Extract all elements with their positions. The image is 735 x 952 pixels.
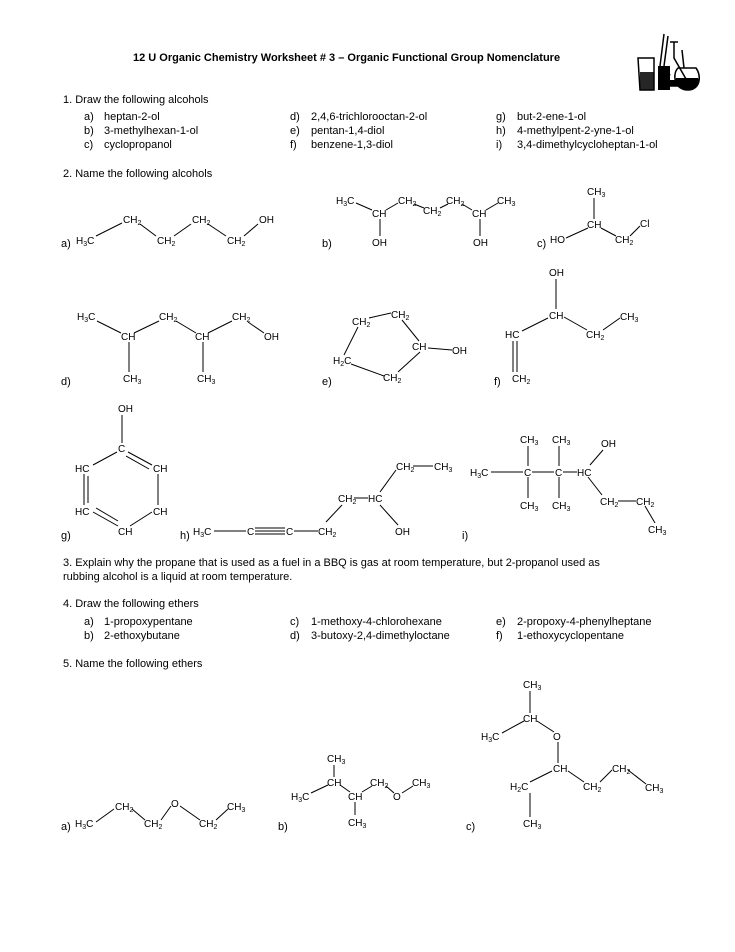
- svg-text:OH: OH: [452, 346, 467, 357]
- svg-text:CH2: $CH_2$: [636, 497, 655, 509]
- svg-text:CH2: $CH_2$: [586, 330, 605, 342]
- svg-text:CH2: $CH_2$: [600, 497, 619, 509]
- q1-item-letter: d): [290, 111, 300, 123]
- svg-text:CH3: $CH_3$: [648, 525, 667, 537]
- svg-text:CH3: $CH_3$: [523, 680, 542, 692]
- structure-5a: [75, 799, 245, 831]
- q2-prompt: 2. Name the following alcohols: [63, 168, 213, 180]
- svg-text:H3C: $H_3C$: [76, 236, 95, 248]
- svg-text:CH: CH: [327, 778, 342, 789]
- svg-text:CH2: $CH_2$: [318, 527, 337, 539]
- worksheet-title: 12 U Organic Chemistry Worksheet # 3 – Organic Functional Group Nomenclature: [133, 52, 561, 64]
- q2-label-g: g): [61, 530, 71, 542]
- q4-item-text: 1-propoxypentane: [104, 616, 193, 628]
- svg-text:HC: HC: [368, 494, 383, 505]
- svg-text:CH2: $CH_2$: [583, 782, 602, 794]
- svg-text:C: C: [524, 468, 532, 479]
- q4-item-letter: b): [84, 630, 94, 642]
- svg-text:H3C: $H_3C$: [291, 792, 310, 804]
- q1-item-text: cyclopropanol: [104, 139, 172, 151]
- svg-text:CH2: $CH_2$: [199, 819, 218, 831]
- svg-text:CH: CH: [195, 332, 210, 343]
- svg-text:CH2: $CH_2$: [115, 802, 134, 814]
- svg-text:CH3: $CH_3$: [645, 783, 664, 795]
- svg-text:CH: CH: [587, 220, 602, 231]
- svg-text:CH3: $CH_3$: [523, 819, 542, 831]
- svg-text:HC: HC: [577, 468, 592, 479]
- svg-text:CH3: $CH_3$: [412, 778, 431, 790]
- svg-text:C: C: [247, 527, 255, 538]
- svg-text:CH2: $CH_2$: [446, 196, 465, 208]
- svg-text:H3C: $H_3C$: [77, 312, 96, 324]
- svg-text:H2C: $H_2C$: [510, 782, 529, 794]
- q1-item-text: benzene-1,3-diol: [311, 139, 393, 151]
- svg-text:Cl: Cl: [640, 219, 650, 230]
- svg-text:CH3: $CH_3$: [620, 312, 639, 324]
- svg-text:O: O: [393, 792, 401, 803]
- svg-text:CH2: $CH_2$: [383, 373, 402, 385]
- q2-label-h: h): [180, 530, 190, 542]
- svg-text:CH2: $CH_2$: [227, 236, 246, 248]
- q1-item-text: but-2-ene-1-ol: [517, 111, 587, 123]
- svg-text:C: C: [118, 444, 126, 455]
- svg-text:CH3: $CH_3$: [497, 196, 516, 208]
- svg-text:CH3: $CH_3$: [587, 187, 606, 199]
- svg-text:CH: CH: [372, 209, 387, 220]
- svg-text:CH: CH: [153, 464, 168, 475]
- q1-item-text: pentan-1,4-diol: [311, 125, 385, 137]
- svg-text:H3C: $H_3C$: [75, 819, 94, 831]
- svg-text:OH: OH: [264, 332, 279, 343]
- svg-text:CH2: $CH_2$: [423, 206, 442, 218]
- structure-5c: [481, 680, 663, 831]
- svg-text:HC: HC: [75, 507, 90, 518]
- q3-line-2: rubbing alcohol is a liquid at room temperature.: [63, 571, 293, 583]
- svg-text:CH2: $CH_2$: [396, 462, 415, 474]
- svg-text:CH2: $CH_2$: [157, 236, 176, 248]
- q1-item-letter: h): [496, 125, 506, 137]
- svg-text:C: C: [286, 527, 294, 538]
- q3-line-1: 3. Explain why the propane that is used as a fuel in a BBQ is gas at room temperature, but 2-propanol used as: [63, 557, 600, 569]
- svg-text:CH2: $CH_2$: [512, 374, 531, 386]
- svg-text:OH: OH: [549, 268, 564, 279]
- svg-text:HC: HC: [75, 464, 90, 475]
- q1-item-letter: g): [496, 111, 506, 123]
- svg-text:CH2: $CH_2$: [144, 819, 163, 831]
- svg-text:CH3: $CH_3$: [227, 802, 246, 814]
- svg-text:OH: OH: [395, 527, 410, 538]
- svg-text:OH: OH: [372, 238, 387, 249]
- svg-text:H3C: $H_3C$: [193, 527, 212, 539]
- svg-text:CH: CH: [523, 714, 538, 725]
- q1-prompt: 1. Draw the following alcohols: [63, 94, 209, 106]
- svg-text:CH3: $CH_3$: [327, 754, 346, 766]
- svg-text:CH2: $CH_2$: [370, 778, 389, 790]
- q1-item-letter: f): [290, 139, 297, 151]
- q1-item-letter: b): [84, 125, 94, 137]
- q4-item-text: 1-methoxy-4-chlorohexane: [311, 616, 442, 628]
- svg-text:CH: CH: [412, 342, 427, 353]
- q1-item-letter: i): [496, 139, 503, 151]
- svg-text:CH2: $CH_2$: [352, 317, 371, 329]
- svg-text:CH3: $CH_3$: [348, 818, 367, 830]
- svg-text:CH: CH: [472, 209, 487, 220]
- svg-text:CH: CH: [118, 527, 133, 538]
- q4-item-letter: f): [496, 630, 503, 642]
- svg-text:OH: OH: [259, 215, 274, 226]
- svg-text:CH2: $CH_2$: [123, 215, 142, 227]
- q5-prompt: 5. Name the following ethers: [63, 658, 203, 670]
- svg-text:H3C: $H_3C$: [481, 732, 500, 744]
- svg-text:CH3: $CH_3$: [123, 374, 142, 386]
- q2-label-a: a): [61, 238, 71, 250]
- svg-text:H3C: $H_3C$: [336, 196, 355, 208]
- svg-text:CH3: $CH_3$: [520, 435, 539, 447]
- q4-item-text: 2-ethoxybutane: [104, 630, 180, 642]
- svg-text:CH2: $CH_2$: [192, 215, 211, 227]
- svg-text:CH2: $CH_2$: [338, 494, 357, 506]
- svg-text:CH: CH: [153, 507, 168, 518]
- svg-text:HO: HO: [550, 235, 565, 246]
- q2-label-f: f): [494, 376, 501, 388]
- structure-5b: [291, 754, 430, 830]
- svg-text:CH2: $CH_2$: [398, 196, 417, 208]
- q5-label-a: a): [61, 821, 71, 833]
- svg-text:CH3: $CH_3$: [552, 435, 571, 447]
- q5-label-c: c): [466, 821, 476, 833]
- svg-text:C: C: [555, 468, 563, 479]
- q4-item-text: 2-propoxy-4-phenylheptane: [517, 616, 652, 628]
- svg-text:CH3: $CH_3$: [434, 462, 453, 474]
- q1-item-letter: c): [84, 139, 94, 151]
- q4-item-text: 1-ethoxycyclopentane: [517, 630, 625, 642]
- q5-label-b: b): [278, 821, 288, 833]
- svg-text:H3C: $H_3C$: [470, 468, 489, 480]
- svg-text:CH3: $CH_3$: [197, 374, 216, 386]
- svg-text:CH2: $CH_2$: [391, 310, 410, 322]
- svg-text:OH: OH: [473, 238, 488, 249]
- q4-item-letter: a): [84, 616, 94, 628]
- q2-label-b: b): [322, 238, 332, 250]
- q4-item-letter: d): [290, 630, 300, 642]
- svg-text:HC: HC: [505, 330, 520, 341]
- svg-text:CH: CH: [348, 792, 363, 803]
- q2-label-c: c): [537, 238, 547, 250]
- q2-label-e: e): [322, 376, 332, 388]
- svg-text:O: O: [553, 732, 561, 743]
- svg-text:CH3: $CH_3$: [552, 501, 571, 513]
- q1-item-text: heptan-2-ol: [104, 111, 160, 123]
- q1-item-text: 4-methylpent-2-yne-1-ol: [517, 125, 634, 137]
- svg-text:O: O: [171, 799, 179, 810]
- svg-text:OH: OH: [118, 404, 133, 415]
- svg-text:CH2: $CH_2$: [232, 312, 251, 324]
- svg-text:CH: CH: [549, 311, 564, 322]
- q2-label-d: d): [61, 376, 71, 388]
- svg-text:CH2: $CH_2$: [615, 235, 634, 247]
- svg-text:OH: OH: [601, 439, 616, 450]
- q1-item-text: 3,4-dimethylcycloheptan-1-ol: [517, 139, 658, 151]
- q1-item-text: 2,4,6-trichlorooctan-2-ol: [311, 111, 428, 123]
- svg-text:CH2: $CH_2$: [612, 764, 631, 776]
- q2-label-i: i): [462, 530, 469, 542]
- svg-text:H2C: $H_2C$: [333, 356, 352, 368]
- q1-item-text: 3-methylhexan-1-ol: [104, 125, 199, 137]
- q4-item-letter: e): [496, 616, 506, 628]
- q4-prompt: 4. Draw the following ethers: [63, 598, 199, 610]
- q1-item-letter: e): [290, 125, 300, 137]
- svg-text:CH: CH: [121, 332, 136, 343]
- q4-item-letter: c): [290, 616, 300, 628]
- svg-text:CH2: $CH_2$: [159, 312, 178, 324]
- q4-item-text: 3-butoxy-2,4-dimethyloctane: [311, 630, 450, 642]
- svg-text:CH3: $CH_3$: [520, 501, 539, 513]
- q1-item-letter: a): [84, 111, 94, 123]
- svg-text:CH: CH: [553, 764, 568, 775]
